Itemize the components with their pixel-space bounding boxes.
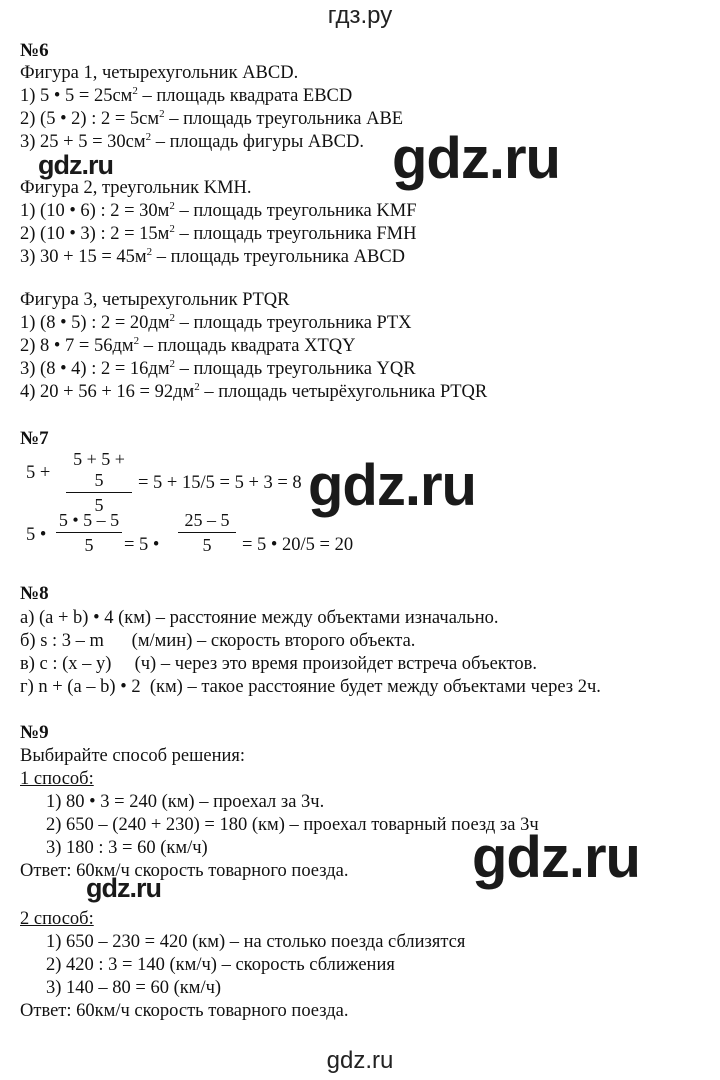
site-header: гдз.ру [327,2,393,29]
task-9-way-1-line-1: 1) 80 • 3 = 240 (км) – проехал за 3ч. [46,792,325,812]
task-9-way-1-line-2: 2) 650 – (240 + 230) = 180 (км) – проехал товарный поезд за 3ч [46,815,539,835]
task-6-fig1-line-1: 1) 5 • $5 = 25см^2$ – площадь квадрата EBCD [20,85,353,106]
watermark: gdz.ru [308,453,476,518]
task-6-fig3-line-2: 2) 8 • $7 = 56дм^2$ – площадь квадрата XTQY [20,335,356,356]
task-7-eq1-denominator: 5 [94,495,104,515]
task-9-intro: Выбирайте способ решения: [20,746,246,766]
watermark: gdz.ru [86,873,161,903]
task-9-way-2-line-3: 3) 140 – 80 = 60 (км/ч) [46,978,222,998]
task-9-way-1-line-3: 3) 180 : 3 = 60 (км/ч) [46,838,208,858]
task-6-fig3-line-4: 4) $20 + 56 + 16 = 92дм^2$ – площадь четырёхугольника PTQR [20,381,488,402]
task-9-way-2-line-1: 1) 650 – 230 = 420 (км) – на столько поезда сблизятся [46,932,466,952]
task-6-heading: №6 [20,40,49,61]
task-7-heading: №7 [20,428,49,449]
task-6-figure-1-title: Фигура 1, четырехугольник ABCD. [20,63,299,83]
task-7-eq1-fraction [66,449,132,516]
task-6-fig1-line-3: 3) $25 + 5 = 30см^2$ – площадь фигуры ABCD. [20,131,364,152]
task-6-fig3-line-1: 1) (8 • 5) : $2 = 20дм^2$ – площадь треугольника PTX [20,312,412,333]
task-9-heading: №9 [20,722,49,743]
watermark: gdz.ru [38,150,113,180]
task-6-figure-3-title: Фигура 3, четырехугольник PTQR [20,290,290,310]
task-7-eq1-result: = 5 + 15/5 = 5 + 3 = 8 [138,473,302,493]
watermark: gdz.ru [392,126,560,191]
task-6-figure-2-title: Фигура 2, треугольник KMH. [20,178,252,198]
task-6-fig2-line-2: 2) (10 • 3) : $2 = 15м^2$ – площадь треугольника FMH [20,223,417,244]
task-6-fig2-line-1: 1) (10 • 6) : $2 = 30м^2$ – площадь треугольника KMF [20,200,417,221]
fraction-bar [66,492,132,493]
fraction-bar [56,532,122,533]
task-7-eq2-fraction-2 [178,510,236,556]
task-7-eq2-denominator-1: 5 [84,535,94,555]
task-8-line-b: б) s : 3 – m (м/мин) – скорость второго объекта. [20,631,416,651]
task-8-line-g: г) n + (a – b) • 2 (км) – такое расстояние будет между объектами через 2ч. [20,677,601,697]
task-9-way-2-line-2: 2) 420 : 3 = 140 (км/ч) – скорость сближения [46,955,395,975]
task-6-fig2-line-3: 3) $30 + 15 = 45м^2$ – площадь треугольника ABCD [20,246,406,267]
task-8-line-v: в) c : (x – y) (ч) – через это время произойдет встреча объектов. [20,654,537,674]
task-9-answer-2: Ответ: 60км/ч скорость товарного поезда. [20,1001,349,1021]
task-7-eq1-numerator: 5 + 5 + 5 [73,449,125,490]
task-7-eq2-result: = 5 • 20/5 = 20 [242,535,354,555]
task-6-fig1-line-2: 2) (5 • 2) : $2 = 5см^2$ – площадь треугольника ABE [20,108,404,129]
task-9-way-1-label: 1 способ: [20,769,94,789]
task-9-answer-1: Ответ: 60км/ч скорость товарного поезда. [20,861,349,881]
task-7-eq2-fraction-1 [56,510,122,556]
task-8-heading: №8 [20,583,49,604]
task-6-fig3-line-3: 3) (8 • 4) : $2 = 16дм^2$ – площадь треугольника YQR [20,358,416,379]
task-7-eq2-lead: 5 • [26,525,47,545]
task-7-eq1-lead: 5 + [26,463,51,483]
task-7-eq2-numerator-1: 5 • 5 – 5 [58,510,120,530]
task-8-line-a: а) (a + b) • 4 (км) – расстояние между объектами изначально. [20,608,499,628]
watermark: gdz.ru [472,825,640,890]
site-footer: gdz.ru [326,1047,394,1074]
task-7-eq2-numerator-2: 25 – 5 [184,510,230,530]
task-9-way-2-label: 2 способ: [20,909,94,929]
task-7-eq2-mid: = 5 • [124,535,160,555]
fraction-bar [178,532,236,533]
task-7-eq2-denominator-2: 5 [202,535,212,555]
